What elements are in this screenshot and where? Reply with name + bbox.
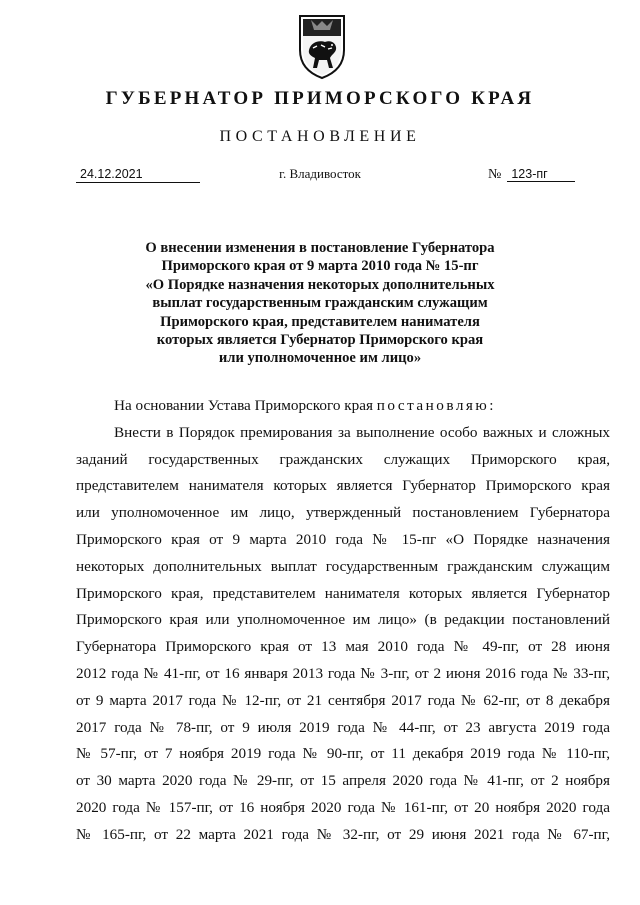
body-line: 2017 года № 78-пг, от 9 июля 2019 года № 44-пг, от 23 августа 2019 года (76, 718, 610, 736)
intro-emphasis: постановляю: (376, 397, 496, 414)
number-value: 123-пг (507, 167, 575, 182)
primorsky-coat-of-arms-icon (297, 14, 347, 80)
document-subject (100, 239, 540, 368)
body-line: Губернатора Приморского края от 13 мая 2010 года № 49-пг, от 28 июня (76, 638, 610, 656)
body-line: представителем нанимателя которых является Губернатор Приморского края (76, 477, 610, 495)
intro-paragraph (76, 393, 610, 420)
body-line: Приморского края от 9 марта 2010 года № 15-пг «О Порядке назначения (76, 530, 610, 548)
body-line: 2012 года № 41-пг, от 16 января 2013 года № 3-пг, от 2 июня 2016 года № 33-пг, (76, 664, 610, 682)
body-line: Внести в Порядок премирования за выполнение особо важных и сложных (114, 423, 610, 441)
body-line: Приморского края, представителем нанимателя которых является Губернатор (76, 584, 610, 602)
subject-line: которых является Губернатор Приморского края (156, 332, 484, 349)
document-number (488, 166, 575, 183)
document-body (76, 393, 610, 849)
body-line: от 30 марта 2020 года № 29-пг, от 15 апреля 2020 года № 41-пг, от 2 ноября (76, 772, 610, 790)
subject-line: Приморского края, представителем нанимателя (160, 313, 480, 330)
body-line: Приморского края или уполномоченное им лицо» (в редакции постановлений (76, 611, 610, 629)
body-line: № 165-пг, от 22 марта 2021 года № 32-пг, от 29 июня 2021 года № 67-пг, (76, 825, 610, 843)
body-line: от 9 марта 2017 года № 12-пг, от 21 сентября 2017 года № 62-пг, от 8 декабря (76, 691, 610, 709)
subject-line: или уполномоченное им лицо» (218, 350, 422, 367)
body-line: некоторых дополнительных выплат государственным гражданским служащим (76, 557, 610, 575)
body-line: заданий государственных гражданских служащих Приморского края, (76, 450, 610, 468)
body-line: или уполномоченное им лицо, утвержденный постановлением Губернатора (76, 504, 610, 522)
intro-text: На основании Устава Приморского края (114, 397, 373, 414)
subject-line: О внесении изменения в постановление Губернатора (145, 240, 495, 256)
subject-line: выплат государственным гражданским служащим (152, 295, 488, 312)
document-city: г. Владивосток (279, 166, 361, 181)
body-line: № 57-пг, от 7 ноября 2019 года № 90-пг, от 11 декабря 2019 года № 110-пг, (76, 745, 610, 763)
body-line: 2020 года № 157-пг, от 16 ноября 2020 года № 161-пг, от 20 ноября 2020 года (76, 798, 610, 816)
subject-line: Приморского края от 9 марта 2010 года № 15-пг (161, 258, 479, 275)
subject-line: «О Порядке назначения некоторых дополнительных (145, 276, 495, 293)
document-type: ПОСТАНОВЛЕНИЕ (219, 128, 421, 145)
organization-title: ГУБЕРНАТОР ПРИМОРСКОГО КРАЯ (105, 88, 535, 109)
date-value: 24.12.2021 (80, 167, 143, 181)
number-label: № (488, 167, 502, 182)
